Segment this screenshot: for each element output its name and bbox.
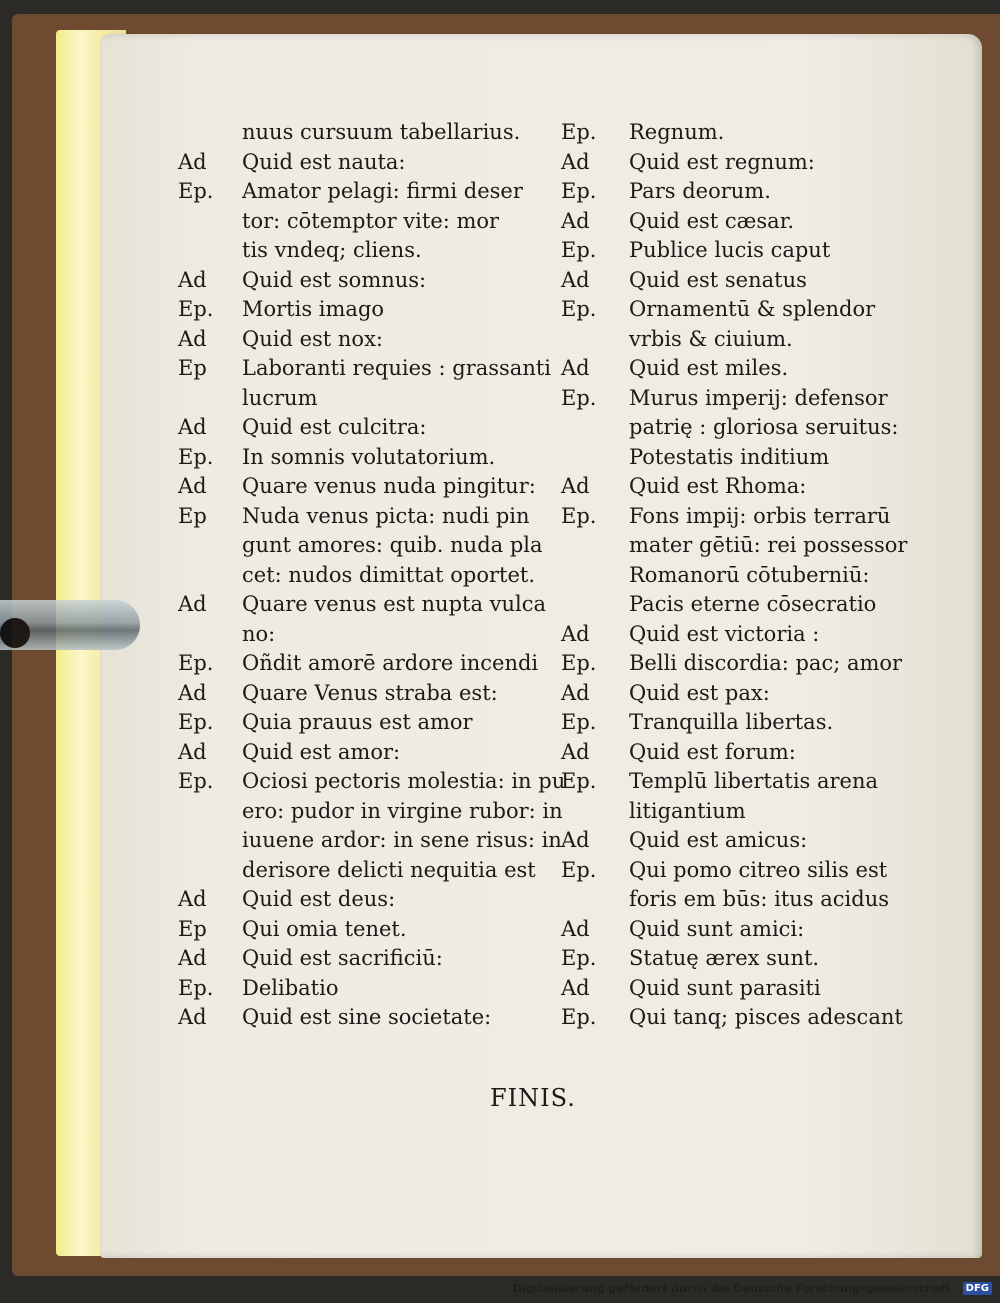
entry-text (629, 649, 902, 679)
speaker-label: Ep. (561, 769, 597, 793)
entry-text (242, 679, 498, 709)
dialogue-entry (561, 177, 896, 207)
speaker-label: Ep (178, 356, 207, 380)
text-line: Quare Venus straba est: (242, 680, 498, 705)
finis-label: FINIS. (490, 1084, 576, 1112)
speaker-label: Ad (178, 474, 207, 498)
entry-text (629, 148, 815, 178)
text-line: Delibatio (242, 975, 339, 1000)
dialogue-entry (178, 944, 558, 974)
dialogue-entry (561, 148, 896, 178)
speaker-label: Ep. (561, 857, 597, 882)
text-line: Qui tanq; pisces adescant (629, 1005, 903, 1029)
speaker-label: Ep. (178, 710, 214, 734)
entry-text (629, 738, 796, 768)
dialogue-entry (561, 207, 896, 237)
entry-text (242, 413, 426, 443)
entry-text (242, 974, 338, 1004)
text-line: nuus cursuum tabellarius. (242, 120, 521, 144)
text-line: Ornamentū & splendor (629, 297, 876, 321)
text-line: foris em būs: itus acidus (629, 887, 890, 911)
entry-text (629, 944, 819, 974)
entry-text (629, 177, 771, 207)
text-line: patrię : gloriosa seruitus: (629, 415, 899, 439)
speaker-label: Ad (178, 680, 207, 705)
text-line: Quare venus est nupta vulca (242, 592, 547, 616)
entry-text (629, 1003, 903, 1033)
entry-text (242, 118, 520, 148)
speaker-label: Ep. (178, 297, 214, 321)
entry-text (242, 767, 565, 885)
dialogue-entry (178, 1003, 558, 1033)
text-line: Quid est amicus: (629, 828, 808, 852)
entry-text (629, 236, 830, 266)
text-line: Statuę ærex sunt. (629, 946, 820, 970)
speaker-label: Ep. (561, 385, 597, 410)
dialogue-entry (178, 649, 558, 679)
entry-text (629, 207, 794, 237)
dialogue-entry (178, 266, 558, 296)
text-line: Belli discordia: pac; amor (629, 651, 903, 675)
dialogue-entry (561, 620, 896, 650)
entry-text (242, 472, 536, 502)
text-line: litigantium (629, 798, 746, 823)
text-line: gunt amores: quib. nuda pla (242, 533, 543, 557)
text-line: Laboranti requies : grassanti (242, 356, 552, 380)
speaker-label: Ep (178, 503, 207, 528)
dialogue-entry (561, 236, 896, 266)
dialogue-entry (561, 974, 896, 1004)
dfg-logo-icon[interactable]: DFG (963, 1282, 992, 1295)
speaker-label: Ad (561, 975, 590, 1000)
text-line: Pacis eterne cōsecratio (629, 592, 877, 616)
dialogue-entry (178, 118, 558, 148)
speaker-label: Ep. (178, 769, 214, 793)
text-line: Quid est amor: (242, 739, 401, 764)
text-line: Quid est senatus (629, 267, 807, 292)
entry-text (629, 295, 875, 354)
dialogue-entry (561, 649, 903, 679)
text-line: Romanorū cōtuberniū: (629, 562, 870, 587)
text-line: Tranquilla libertas. (629, 710, 834, 734)
text-line: Quid est nauta: (242, 149, 406, 174)
entry-text (242, 885, 395, 915)
entry-text (242, 502, 543, 591)
bookmark-clip (0, 600, 140, 650)
dialogue-entry (178, 974, 558, 1004)
dialogue-entry (561, 502, 908, 620)
dialogue-entry (178, 502, 558, 591)
speaker-label: Ad (561, 916, 590, 941)
text-line: Potestatis inditium (629, 444, 830, 469)
speaker-label: Ad (178, 887, 207, 911)
entry-text (629, 620, 819, 650)
entry-text (629, 974, 821, 1004)
dialogue-entry (561, 1003, 903, 1033)
text-line: Quid sunt parasiti (629, 975, 821, 1000)
dialogue-entry (178, 915, 558, 945)
dialogue-entry (178, 325, 558, 355)
text-line: Publice lucis caput (629, 238, 831, 262)
entry-text (629, 679, 770, 709)
speaker-label: Ep. (561, 651, 597, 675)
entry-text (629, 118, 724, 148)
text-line: Qui pomo citreo silis est (629, 857, 888, 882)
text-line: Mortis imago (242, 297, 385, 321)
speaker-label: Ad (178, 149, 207, 174)
dialogue-entry (178, 679, 558, 709)
text-line: Templū libertatis arena (629, 769, 879, 793)
speaker-label: Ep. (561, 1005, 597, 1029)
speaker-label: Ad (178, 739, 207, 764)
text-line: Quid est somnus: (242, 267, 427, 292)
text-line: Nuda venus picta: nudi pin (242, 503, 530, 528)
entry-text (629, 472, 806, 502)
text-line: Quid est regnum: (629, 149, 815, 174)
text-line: Quid est pax: (629, 680, 770, 705)
dialogue-entry (561, 295, 896, 354)
speaker-label: Ep. (561, 297, 597, 321)
dialogue-entry (178, 354, 558, 413)
text-line: Quid est culcitra: (242, 415, 427, 439)
text-line: Amator pelagi: firmi deser (242, 179, 523, 203)
text-line: Oñdit amorē ardore incendi (242, 651, 539, 675)
entry-text (242, 944, 443, 974)
text-line: cet: nudos dimittat oportet. (242, 562, 536, 587)
text-line: Quid est victoria : (629, 621, 820, 646)
dialogue-entry (178, 885, 558, 915)
dialogue-entry (178, 472, 558, 502)
dialogue-entry (178, 708, 558, 738)
text-line: tis vndeq; cliens. (242, 238, 422, 262)
speaker-label: Ad (561, 828, 590, 852)
speaker-label: Ad (561, 208, 590, 233)
entry-text (242, 708, 473, 738)
text-line: Quid est sacrificiū: (242, 946, 443, 970)
entry-text (242, 649, 538, 679)
text-line: tor: cōtemptor vite: mor (242, 208, 500, 233)
entry-text (242, 354, 551, 413)
dialogue-entry (178, 295, 558, 325)
dialogue-entry (561, 915, 896, 945)
dialogue-entry (178, 177, 558, 266)
speaker-label: Ep. (561, 120, 597, 144)
entry-text (629, 826, 807, 856)
text-line: In somnis volutatorium. (242, 444, 496, 469)
text-line: Quia prauus est amor (242, 710, 473, 734)
text-line: Quid est cæsar. (629, 208, 795, 233)
entry-text (242, 915, 407, 945)
dialogue-entry (561, 826, 896, 856)
entry-text (629, 354, 788, 384)
text-line: Quare venus nuda pingitur: (242, 474, 536, 498)
entry-text (629, 915, 804, 945)
text-line: mater gētiū: rei possessor (629, 533, 908, 557)
speaker-label: Ep. (178, 444, 214, 469)
entry-text (242, 325, 383, 355)
dialogue-entry (178, 413, 558, 443)
speaker-label: Ad (561, 739, 590, 764)
speaker-label: Ad (561, 267, 590, 292)
speaker-label: Ad (561, 621, 590, 646)
dialogue-entry (561, 856, 896, 915)
entry-text (242, 177, 523, 266)
dialogue-entry (178, 590, 558, 649)
speaker-label: Ep. (178, 179, 214, 203)
entry-text (242, 443, 495, 473)
entry-text (242, 1003, 491, 1033)
text-line: Qui omia tenet. (242, 916, 407, 941)
dialogue-entry (561, 738, 896, 768)
speaker-label: Ad (178, 1005, 207, 1029)
dialogue-entry (561, 679, 896, 709)
speaker-label: Ep. (561, 238, 597, 262)
text-line: Ociosi pectoris molestia: in pu (242, 769, 566, 793)
speaker-label: Ep. (178, 651, 214, 675)
speaker-label: Ad (561, 680, 590, 705)
speaker-label: Ep. (178, 975, 214, 1000)
left-text-column (178, 118, 566, 1033)
text-line: Regnum. (629, 120, 725, 144)
speaker-label: Ep (178, 916, 207, 941)
dialogue-entry (178, 767, 566, 885)
dialogue-entry (561, 354, 896, 384)
dialogue-entry (561, 708, 896, 738)
text-line: ero: pudor in virgine rubor: in (242, 798, 563, 823)
dialogue-entry (178, 148, 558, 178)
speaker-label: Ep. (561, 503, 597, 528)
dialogue-entry (561, 944, 896, 974)
text-line: Fons impij: orbis terrarū (629, 503, 891, 528)
text-line: Pars deorum. (629, 179, 771, 203)
text-line: Quid sunt amici: (629, 916, 805, 941)
dialogue-entry (561, 266, 896, 296)
speaker-label: Ad (178, 415, 207, 439)
dialogue-entry (561, 118, 896, 148)
text-line: Quid est miles. (629, 356, 789, 380)
speaker-label: Ad (561, 356, 590, 380)
text-line: Quid est sine societate: (242, 1005, 492, 1029)
speaker-label: Ep. (561, 179, 597, 203)
speaker-label: Ad (561, 149, 590, 174)
entry-text (629, 384, 898, 473)
entry-text (629, 767, 878, 826)
text-line: Murus imperij: defensor (629, 385, 888, 410)
text-line: Quid est Rhoma: (629, 474, 807, 498)
text-line: no: (242, 621, 276, 646)
text-line: vrbis & ciuium. (629, 326, 793, 351)
dialogue-entry (561, 384, 899, 473)
speaker-label: Ad (561, 474, 590, 498)
text-line: Quid est deus: (242, 887, 396, 911)
text-line: derisore delicti nequitia est (242, 857, 536, 882)
right-text-column (561, 118, 908, 1033)
entry-text (629, 266, 807, 296)
entry-text (629, 856, 889, 915)
dialogue-entry (561, 472, 896, 502)
entry-text (242, 266, 426, 296)
entry-text (242, 738, 400, 768)
speaker-label: Ad (178, 326, 207, 351)
speaker-label: Ep. (561, 710, 597, 734)
entry-text (629, 502, 907, 620)
dialogue-entry (178, 443, 558, 473)
entry-text (242, 590, 546, 649)
dialogue-entry (561, 767, 896, 826)
text-line: lucrum (242, 385, 318, 410)
entry-text (242, 295, 384, 325)
entry-text (242, 148, 406, 178)
speaker-label: Ep. (561, 946, 597, 970)
text-line: Quid est nox: (242, 326, 383, 351)
footer-credit (513, 1282, 992, 1295)
dialogue-entry (178, 738, 558, 768)
text-line: iuuene ardor: in sene risus: in (242, 828, 562, 852)
bookmark-tip (0, 618, 30, 648)
speaker-label: Ad (178, 946, 207, 970)
speaker-label: Ad (178, 267, 207, 292)
entry-text (629, 708, 833, 738)
speaker-label: Ad (178, 592, 207, 616)
text-line: Quid est forum: (629, 739, 796, 764)
footer-text: Digitalisierung gefördert durch die Deutsche Forschungsgemeinschaft · (512, 1282, 959, 1295)
